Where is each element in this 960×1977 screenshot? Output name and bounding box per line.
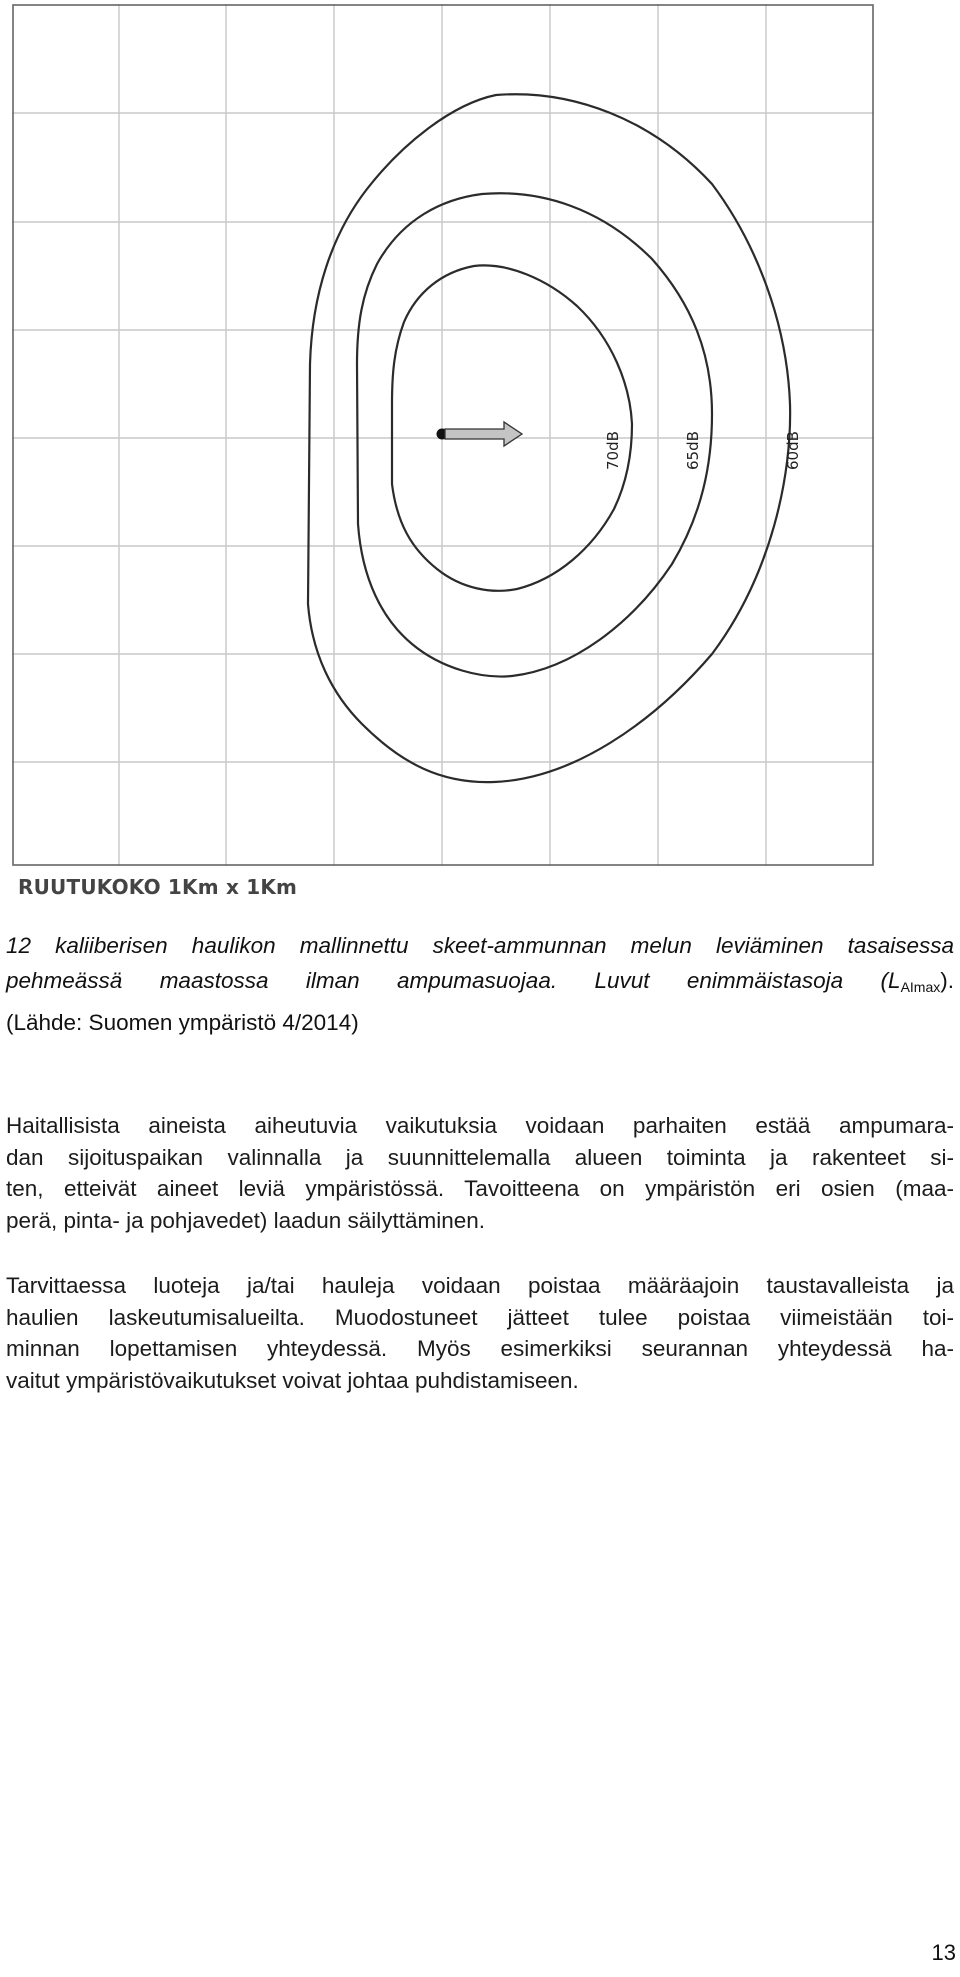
caption-line-2-suffix: ). [940,968,954,993]
contour-65db [357,193,712,676]
contour-label-65db: 65dB [684,431,702,470]
caption-line-1: 12 kaliiberisen haulikon mallinnettu skeet-ammunnan melun leviäminen tasaisessa [6,933,954,958]
grid-size-label: RUUTUKOKO 1Km x 1Km [18,875,298,899]
paragraph-line: ten, etteivät aineet leviä ympäristössä. Tavoitteena on ympäristön eri osien (maa- [6,1176,954,1201]
caption-subscript: AImax [900,979,941,995]
contour-map-svg [12,4,874,866]
caption-line-2 [6,963,954,1005]
figure-caption [6,928,954,1040]
contour-label-60db: 60dB [784,431,802,470]
paragraph-line: vaitut ympäristövaikutukset voivat johtaa puhdistamiseen. [6,1367,579,1393]
contour-label-70db: 70dB [604,431,622,470]
paragraph-line: perä, pinta- ja pohjavedet) laadun säilyttäminen. [6,1207,486,1233]
paragraph-line: Haitallisista aineista aiheutuvia vaikutuksia voidaan parhaiten estää ampumara- [6,1113,954,1138]
paragraph-line: Tarvittaessa luoteja ja/tai hauleja voidaan poistaa määräajoin taustavalleista ja [6,1273,954,1298]
shooting-direction-arrow-icon [445,422,522,446]
noise-contour-map [12,4,874,866]
body-paragraph-1 [6,1110,954,1236]
page-number: 13 [931,1940,956,1965]
paragraph-line: haulien laskeutumisalueilta. Muodostuneet jätteet tulee poistaa viimeistään toi- [6,1304,954,1330]
paragraph-line: minnan lopettamisen yhteydessä. Myös esimerkiksi seurannan yhteydessä ha- [6,1336,954,1361]
caption-line-2-prefix: pehmeässä maastossa ilman ampumasuojaa. Luvut enimmäistasoja (L [6,968,901,993]
paragraph-line: dan sijoituspaikan valinnalla ja suunnittelemalla alueen toiminta ja rakenteet si- [6,1144,954,1170]
body-paragraph-2 [6,1270,954,1396]
caption-source: (Lähde: Suomen ympäristö 4/2014) [6,1010,359,1035]
